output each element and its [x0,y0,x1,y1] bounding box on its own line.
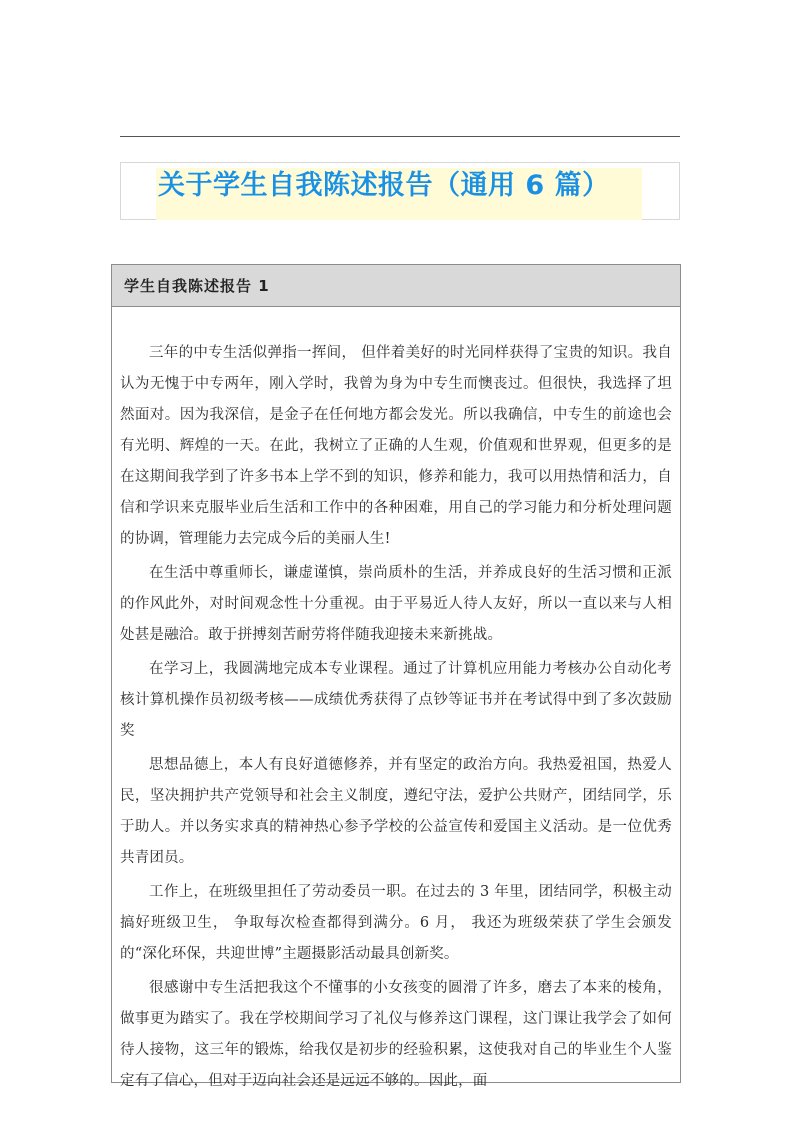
paragraph: 在学习上，我圆满地完成本专业课程。通过了计算机应用能力考核办公自动化考核计算机操作员初级考核——成绩优秀获得了点钞等证书并在考试得中到了多次鼓励奖 [120,661,672,739]
paragraph: 工作上，在班级里担任了劳动委员一职。在过去的 3 年里，团结同学，积极主动搞好班级卫生， 争取每次检查都得到满分。6 月， 我还为班级荣获了学生会颁发的“深化环保，共迎世博”主题摄影活动最具创新奖。 [120,884,672,962]
paragraph: 三年的中专生活似弹指一挥间， 但伴着美好的时光同样获得了宝贵的知识。我自认为无愧于中专两年，刚入学时，我曾为身为中专生而懊丧过。但很快，我选择了坦然面对。因为我深信，是金子在任何地方都会发光。所以我确信，中专生的前途也会有光明、辉煌的一天。在此，我树立了正确的人生观，价值观和世界观，但更多的是在这期间我学到了许多书本上学不到的知识，修养和能力，我可以用热情和活力，自信和学识来克服毕业后生活和工作中的各种困难，用自己的学习能力和分析处理问题的协调，管理能力去完成今后的美丽人生! [120,345,672,547]
paragraph: 在生活中尊重师长，谦虚谨慎，崇尚质朴的生活，并养成良好的生活习惯和正派的作风此外，对时间观念性十分重视。由于平易近人待人友好，所以一直以来与人相处甚是融洽。敢于拼搏刻苦耐劳将伴随我迎接未来新挑战。 [120,565,672,643]
top-rule [120,136,680,137]
section-header [112,265,680,307]
paragraph: 很感谢中专生活把我这个不懂事的小女孩变的圆滑了许多，磨去了本来的棱角，做事更为踏实了。我在学校期间学习了礼仪与修养这门课程，这门课让我学会了如何待人接物，这三年的锻炼，给我仅是初步的经验积累，这使我对自己的毕业生个人鉴定有了信心，但对于迈向社会还是远远不够的。因此，面 [120,980,672,1089]
section-title: 学生自我陈述报告 1 [124,277,270,295]
document-title: 关于学生自我陈述报告（通用 6 篇） [158,170,610,201]
body-content [120,338,672,1100]
paragraph: 思想品德上，本人有良好道德修养，并有坚定的政治方向。我热爱祖国，热爱人民，坚决拥护共产党领导和社会主义制度，遵纪守法，爱护公共财产，团结同学，乐于助人。并以务实求真的精神热心参予学校的公益宣传和爱国主义活动。是一位优秀共青团员。 [120,757,672,866]
